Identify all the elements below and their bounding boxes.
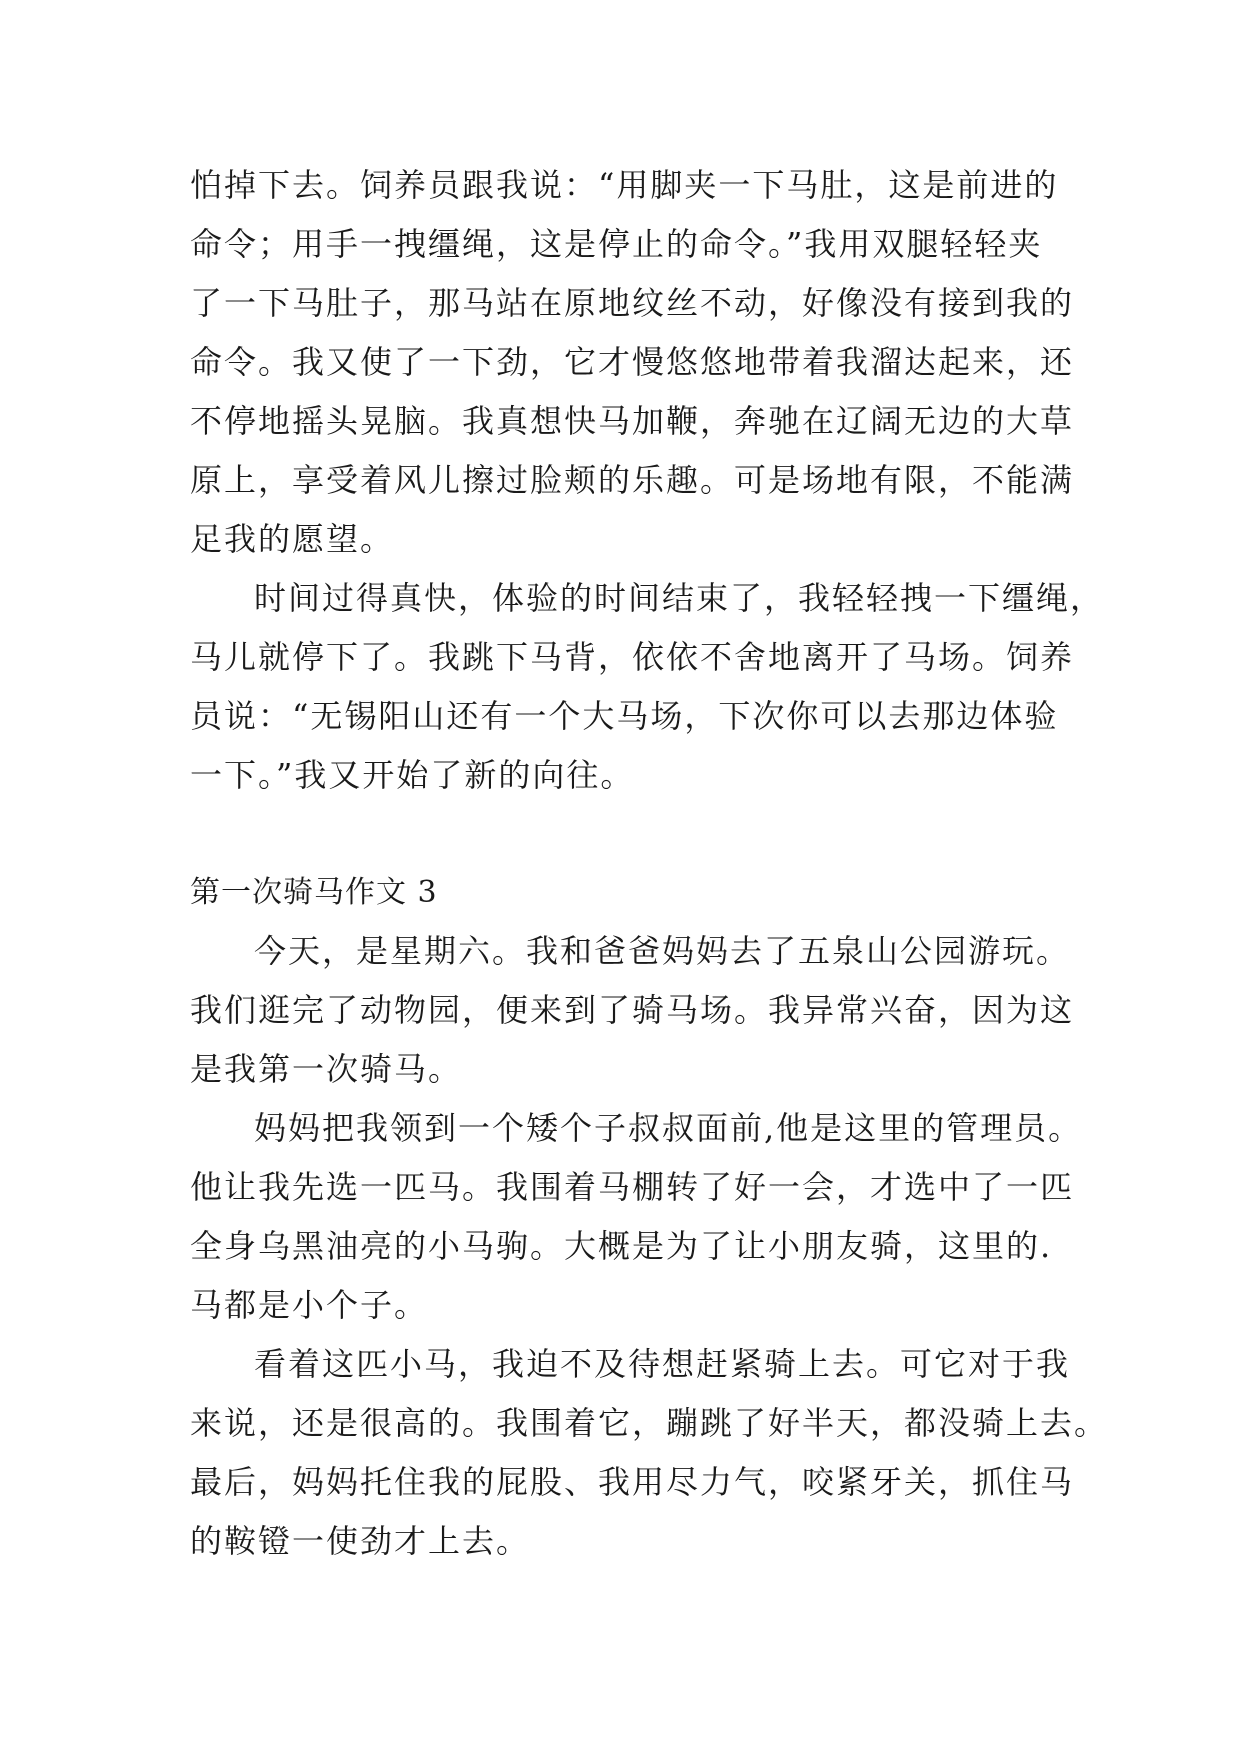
- text-line: 命令。我又使了一下劲，它才慢悠悠地带着我溜达起来，还: [190, 343, 1075, 381]
- paragraph-choose-horse: [190, 1099, 1083, 1335]
- text-line: 马儿就停下了。我跳下马背，依依不舍地离开了马场。饲养: [190, 638, 1075, 676]
- text-line: 命令；用手一拽缰绳，这是停止的命令。”我用双腿轻轻夹: [190, 225, 1043, 263]
- text-line: 时间过得真快，体验的时间结束了，我轻轻拽一下缰绳，: [254, 579, 1105, 617]
- paragraph-mounting: [190, 1335, 1109, 1571]
- paragraph-continued: [190, 156, 1075, 569]
- essay-title: 第一次骑马作文 3: [190, 875, 438, 910]
- text-line: 全身乌黑油亮的小马驹。大概是为了让小朋友骑，这里的.: [190, 1227, 1053, 1265]
- paragraph-ending: [190, 569, 1105, 805]
- text-line: 马都是小个子。: [190, 1286, 429, 1324]
- text-line: 来说，还是很高的。我围着它，蹦跳了好半天，都没骑上去。: [190, 1404, 1109, 1442]
- text-line: 怕掉下去。饲养员跟我说：“用脚夹一下马肚，这是前进的: [190, 166, 1059, 204]
- text-line: 他让我先选一匹马。我围着马棚转了好一会，才选中了一匹: [190, 1168, 1075, 1206]
- text-line: 今天，是星期六。我和爸爸妈妈去了五泉山公园游玩。: [254, 932, 1071, 970]
- text-line: 了一下马肚子，那马站在原地纹丝不动，好像没有接到我的: [190, 284, 1075, 322]
- text-line: 原上，享受着风儿擦过脸颊的乐趣。可是场地有限，不能满: [190, 461, 1075, 499]
- text-line: 最后，妈妈托住我的屁股、我用尽力气，咬紧牙关，抓住马: [190, 1463, 1075, 1501]
- text-line: 的鞍镫一使劲才上去。: [190, 1522, 531, 1560]
- text-line: 我们逛完了动物园，便来到了骑马场。我异常兴奋，因为这: [190, 991, 1075, 1029]
- text-line: 不停地摇头晃脑。我真想快马加鞭，奔驰在辽阔无边的大草: [190, 402, 1075, 440]
- text-line: 足我的愿望。: [190, 520, 395, 558]
- paragraph-intro: [190, 922, 1075, 1099]
- text-line: 一下。”我又开始了新的向往。: [190, 756, 635, 794]
- text-line: 是我第一次骑马。: [190, 1050, 463, 1088]
- text-line: 妈妈把我领到一个矮个子叔叔面前,他是这里的管理员。: [254, 1109, 1083, 1147]
- text-line: 员说：“无锡阳山还有一个大马场，下次你可以去那边体验: [190, 697, 1059, 735]
- text-line: 看着这匹小马，我迫不及待想赶紧骑上去。可它对于我: [254, 1345, 1071, 1383]
- document-body: [190, 156, 1109, 1571]
- section-gap: [190, 805, 1060, 863]
